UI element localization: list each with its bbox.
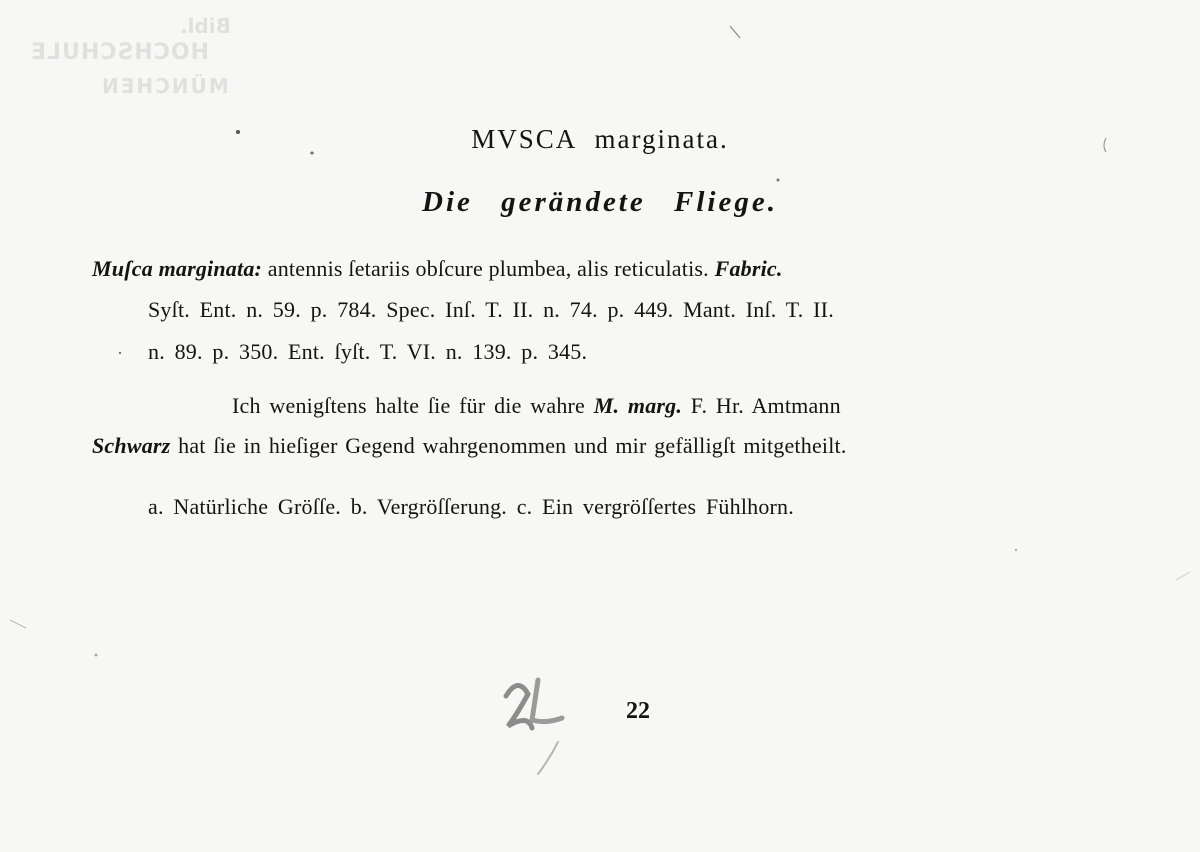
remark-species-abbrev: M. marg. [593,393,683,418]
stamp-line-1: Bibl. [180,14,231,38]
figure-legend: a. Natürliche Gröſſe. b. Vergröſſerung. c. Ein vergröſſertes Fühlhorn. [148,494,794,519]
remark-person-name: Schwarz [92,433,171,458]
stamp-line-3: MÜNCHEN [100,74,229,98]
remark-text-b: F. Hr. Amtmann [682,393,841,418]
entry-author-ref: Fabric. [708,256,783,281]
remark-text-a: Ich wenigſtens halte ſie für die wahre [232,393,594,418]
common-name-title: Die gerändete Fliege. [422,186,778,218]
page-number: 22 [626,698,650,724]
remark-text-c: hat ſie in hieſiger Gegend wahrgenommen und mir gefälligſt mitgetheilt. [170,433,847,458]
entry-species-name: Muſca marginata: [92,256,263,281]
entry-description: antennis ſetariis obſcure plumbea, alis reticulatis. [262,256,709,281]
entry-line-2: Syſt. Ent. n. 59. p. 784. Spec. Inſ. T. II. n. 74. p. 449. Mant. Inſ. T. II. [148,297,834,322]
entry-line-3: n. 89. p. 350. Ent. ſyſt. T. VI. n. 139. p. 345. [148,339,588,364]
species-title: MVSCA marginata. [471,124,729,154]
stamp-line-2: HOCHSCHULE [30,40,209,65]
